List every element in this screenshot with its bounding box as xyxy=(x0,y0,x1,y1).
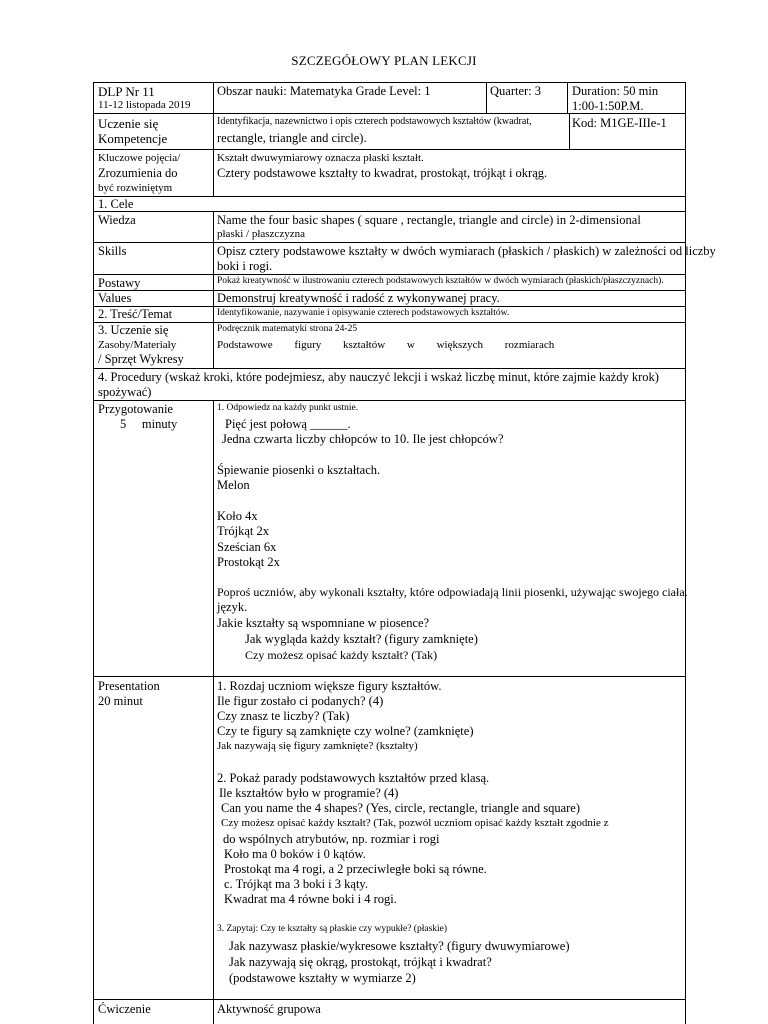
objective-text-values: Demonstruj kreatywność i radość z wykonywanej pracy. xyxy=(217,291,500,305)
objective-text-knowledge: Name the four basic shapes ( square , rectangle, triangle and circle) in 2-dimensional xyxy=(217,213,641,227)
presentation-label: Presentation xyxy=(98,679,160,693)
preparation-minutes: 5 minuty xyxy=(120,417,178,431)
resources-text-2: Podstawowe figury kształtów w większych rozmiarach xyxy=(217,339,555,351)
preparation-line: Jak wygląda każdy kształt? (figury zamknięte) xyxy=(245,632,478,646)
presentation-line: 1. Rozdaj uczniom większe figury kształtów. xyxy=(217,679,442,693)
presentation-line: Koło ma 0 boków i 0 kątów. xyxy=(224,847,366,861)
preparation-line: Jedna czwarta liczby chłopców to 10. Ile jest chłopców? xyxy=(222,432,504,446)
competence-code: Kod: M1GE-IIIe-1 xyxy=(572,116,667,130)
dlp-number: DLP Nr 11 xyxy=(98,84,155,99)
preparation-line: Trójkąt 2x xyxy=(217,524,269,538)
resources-label: 3. Uczenie się xyxy=(98,323,169,337)
preparation-line: Poproś uczniów, aby wykonali kształty, które odpowiadają linii piosenki, używając swojego ciała. xyxy=(217,585,688,599)
resources-label-3: / Sprzęt Wykresy xyxy=(98,352,184,366)
objective-text-attitudes: Pokaż kreatywność w ilustrowaniu czterech podstawowych kształtów w dwóch wymiarach (płaskich/płaszczyznach). xyxy=(217,276,664,286)
quarter: Quarter: 3 xyxy=(490,84,542,98)
presentation-line: Czy znasz te liczby? (Tak) xyxy=(217,709,350,723)
preparation-line: Prostokąt 2x xyxy=(217,555,280,569)
presentation-minutes: 20 minut xyxy=(98,694,143,708)
lesson-date: 11-12 listopada 2019 xyxy=(98,99,191,111)
presentation-line: Kwadrat ma 4 równe boki i 4 rogi. xyxy=(224,892,397,906)
competence-text: Identyfikacja, nazewnictwo i opis czterech podstawowych kształtów (kwadrat, xyxy=(217,116,532,127)
resources-label-2: Zasoby/Materiały xyxy=(98,339,177,351)
duration-time: 1:00-1:50P.M. xyxy=(572,99,644,113)
presentation-line: do wspólnych atrybutów, np. rozmiar i rogi xyxy=(223,832,440,846)
presentation-line: 2. Pokaż parady podstawowych kształtów przed klasą. xyxy=(217,771,490,785)
objectives-heading: 1. Cele xyxy=(98,197,134,211)
exercise-label: Ćwiczenie xyxy=(98,1002,151,1016)
preparation-line: Melon xyxy=(217,478,250,492)
preparation-line: 1. Odpowiedz na każdy punkt ustnie. xyxy=(217,403,359,413)
presentation-line: Ile kształtów było w programie? (4) xyxy=(219,786,399,800)
preparation-line: Sześcian 6x xyxy=(217,540,277,554)
resources-text: Podręcznik matematyki strona 24-25 xyxy=(217,324,358,334)
presentation-line: Czy możesz opisać każdy kształt? (Tak, pozwól uczniom opisać każdy kształt zgodnie z xyxy=(221,817,609,829)
presentation-line: Jak nazywasz płaskie/wykresowe kształty? (figury dwuwymiarowe) xyxy=(229,939,570,953)
presentation-line: Can you name the 4 shapes? (Yes, circle, rectangle, triangle and square) xyxy=(221,801,581,815)
competence-label-2: Kompetencje xyxy=(98,131,168,146)
presentation-line: Jak nazywają się figury zamknięte? (kształty) xyxy=(217,740,418,752)
presentation-line: Prostokąt ma 4 rogi, a 2 przeciwległe boki są równe. xyxy=(224,862,487,876)
key-concepts-label: Kluczowe pojęcia/ xyxy=(98,152,181,164)
objective-label-knowledge: Wiedza xyxy=(98,213,136,227)
preparation-line: Śpiewanie piosenki o kształtach. xyxy=(217,463,381,477)
content-label: 2. Treść/Temat xyxy=(98,307,173,321)
subject-area: Obszar nauki: Matematyka Grade Level: 1 xyxy=(217,84,431,98)
preparation-line: język. xyxy=(217,600,248,614)
presentation-line: 3. Zapytaj: Czy te kształty są płaskie czy wypukłe? (płaskie) xyxy=(217,924,448,934)
objective-label-values: Values xyxy=(98,291,132,305)
presentation-line: c. Trójkąt ma 3 boki i 3 kąty. xyxy=(224,877,368,891)
key-concepts-text-2: Cztery podstawowe kształty to kwadrat, prostokąt, trójkąt i okrąg. xyxy=(217,166,548,180)
preparation-line: Jakie kształty są wspomniane w piosence? xyxy=(217,616,430,630)
procedures-heading-2: spożywać) xyxy=(98,385,152,399)
objective-text-skills: Opisz cztery podstawowe kształty w dwóch wymiarach (płaskich / płaskich) w zależności od liczby xyxy=(217,244,716,258)
objective-text-skills-2: boki i rogi. xyxy=(217,259,273,273)
content-text: Identyfikowanie, nazywanie i opisywanie czterech podstawowych kształtów. xyxy=(217,308,510,318)
key-concepts-text: Kształt dwuwymiarowy oznacza płaski kształt. xyxy=(217,152,424,164)
presentation-line: (podstawowe kształty w wymiarze 2) xyxy=(229,971,416,985)
objective-label-skills: Skills xyxy=(98,244,127,258)
competence-label: Uczenie się xyxy=(98,116,159,131)
preparation-line: Pięć jest połową ______. xyxy=(225,417,351,431)
exercise-text: Aktywność grupowa xyxy=(217,1002,321,1016)
duration: Duration: 50 min xyxy=(572,84,659,98)
preparation-line: Koło 4x xyxy=(217,509,258,523)
objective-label-attitudes: Postawy xyxy=(98,276,141,290)
procedures-heading: 4. Procedury (wskaż kroki, które podejmiesz, aby nauczyć lekcji i wskaż liczbę minut, które zajmie każdy krok) xyxy=(98,370,659,384)
page-title: SZCZEGÓŁOWY PLAN LEKCJI xyxy=(291,53,477,68)
key-concepts-label-2: Zrozumienia do xyxy=(98,166,178,180)
competence-text-2: rectangle, triangle and circle). xyxy=(217,131,367,145)
presentation-line: Czy te figury są zamknięte czy wolne? (zamknięte) xyxy=(217,724,474,738)
presentation-line: Jak nazywają się okrąg, prostokąt, trójkąt i kwadrat? xyxy=(229,955,492,969)
preparation-label: Przygotowanie xyxy=(98,402,173,416)
presentation-line: Ile figur zostało ci podanych? (4) xyxy=(217,694,384,708)
key-concepts-label-3: być rozwiniętym xyxy=(98,182,173,194)
preparation-line: Czy możesz opisać każdy kształt? (Tak) xyxy=(245,648,438,662)
objective-text-knowledge-2: płaski / płaszczyzna xyxy=(217,228,305,240)
